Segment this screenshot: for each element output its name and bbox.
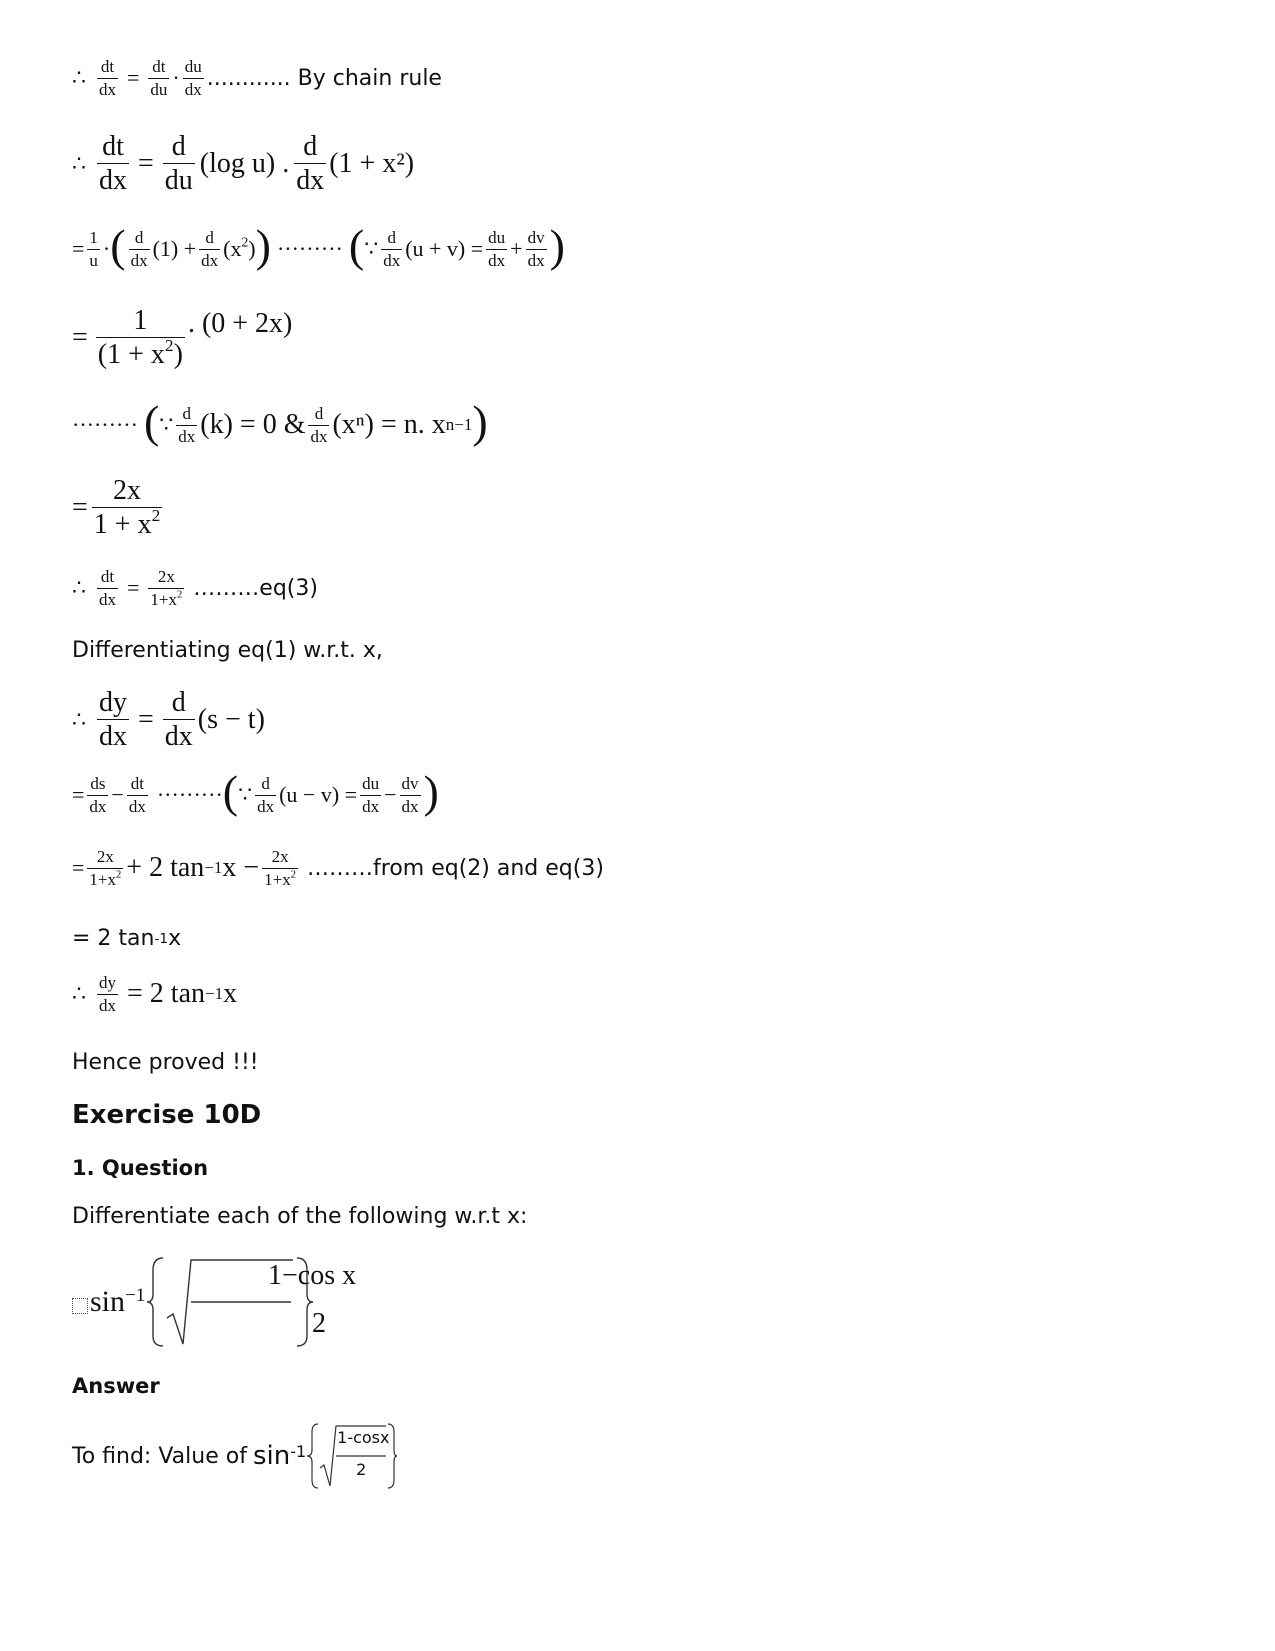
answer-label: Answer [72, 1374, 160, 1398]
dots: ········· [276, 236, 343, 261]
eq-ds-minus-dt: = $\frac{ds}{dx}$ − $\frac{dt}{dx}$ ········· ( ∵ $\frac{d}{dx}$ (u − v) = $\frac{du}{dx}$ − $\frac{dv}{dx}$ ) [72, 766, 439, 817]
exercise-title: Exercise 10D [72, 1100, 262, 1130]
eq-combined: = $\frac{2x}{1+x^2}$ + 2 tan −1 x − $\frac{2x}{1+x^2}$ ………from eq(2) and eq(3) [72, 847, 604, 889]
eq-dy-dx: ∴ $\frac{dy}{dx}$ = $\frac{d}{dx}$ (s − t) [72, 687, 265, 753]
note-from-eq: ………from eq(2) and eq(3) [307, 855, 604, 881]
den-two-small: 2 [356, 1460, 367, 1479]
eq-one-over-one-plus-x2: = $\frac{1}{(1 + x^2)}$ . (0 + 2x) [72, 305, 293, 371]
hence-proved: Hence proved !!! [72, 1050, 259, 1075]
rule-k: (k) = 0 & [200, 409, 306, 440]
one-plus-x2: (1 + x²) [329, 147, 415, 179]
question-text: Differentiate each of the following w.r.t x: [72, 1204, 528, 1229]
question-formula: sin −1 1−cos x 2 [72, 1252, 315, 1352]
note-eq3: ………eq(3) [193, 575, 318, 601]
eq-final: ∴ $\frac{dy}{dx}$ = 2 tan −1 x [72, 973, 238, 1015]
s-minus-t: (s − t) [197, 703, 265, 735]
question-label: 1. Question [72, 1156, 209, 1180]
sin-label: sin [90, 1285, 126, 1318]
eq-rule-note: ········· ( ∵ $\frac{d}{dx}$ (k) = 0 & $\frac{d}{dx}$ (xⁿ) = n. x n−1 ) [72, 396, 488, 447]
num-cos-small: 1-cosx [337, 1428, 390, 1447]
log-u: (log u) . [199, 147, 290, 179]
dots: ········· [156, 782, 223, 807]
zero-plus-2x: . (0 + 2x) [187, 307, 293, 339]
eq-3: ∴ $\frac{dt}{dx}$ = $\frac{2x}{1+x^2}$ ………eq(3) [72, 567, 318, 609]
plus-2tan: + 2 tan [126, 852, 205, 884]
num-cos-label: 1−cos x [268, 1260, 357, 1291]
checkbox-icon [72, 1298, 88, 1314]
sin-small: sin [252, 1441, 291, 1471]
note-chain-rule: ............ By chain rule [206, 65, 442, 91]
den-two-label: 2 [312, 1308, 326, 1339]
to-find-line: To find: Value of sin -1 1-cosx 2 [72, 1420, 398, 1492]
text-differentiating: Differentiating eq(1) w.r.t. x, [72, 638, 383, 663]
eq-chain-rule: ∴ $\frac{dt}{dx}$ = $\frac{dt}{du}$ · $\frac{du}{dx}$ ............ By chain rule [72, 57, 442, 99]
result-text: = 2 tan -1 x [72, 926, 182, 951]
eq-one-over-u: = $\frac{1}{u}$ · ( $\frac{d}{dx}$ (1) + $\frac{d}{dx}$ $(x^2)$ ) ········· ( ∵ $\frac{d}{dx}$ (u + v) = $\frac{du}{dx}$ + $\frac{dv}{dx}$ ) [72, 220, 565, 271]
eq-derivative-log: ∴ $\frac{dt}{dx}$ = $\frac{d}{du}$ (log u) . $\frac{d}{dx}$ (1 + x²) [72, 131, 415, 197]
eq-2x-over: = $\frac{2x}{1 + x^2}$ [72, 475, 161, 541]
dots: ········· [72, 412, 138, 437]
final-rhs: = 2 tan [127, 978, 205, 1010]
rule-xn: (xⁿ) = n. x [332, 409, 446, 440]
